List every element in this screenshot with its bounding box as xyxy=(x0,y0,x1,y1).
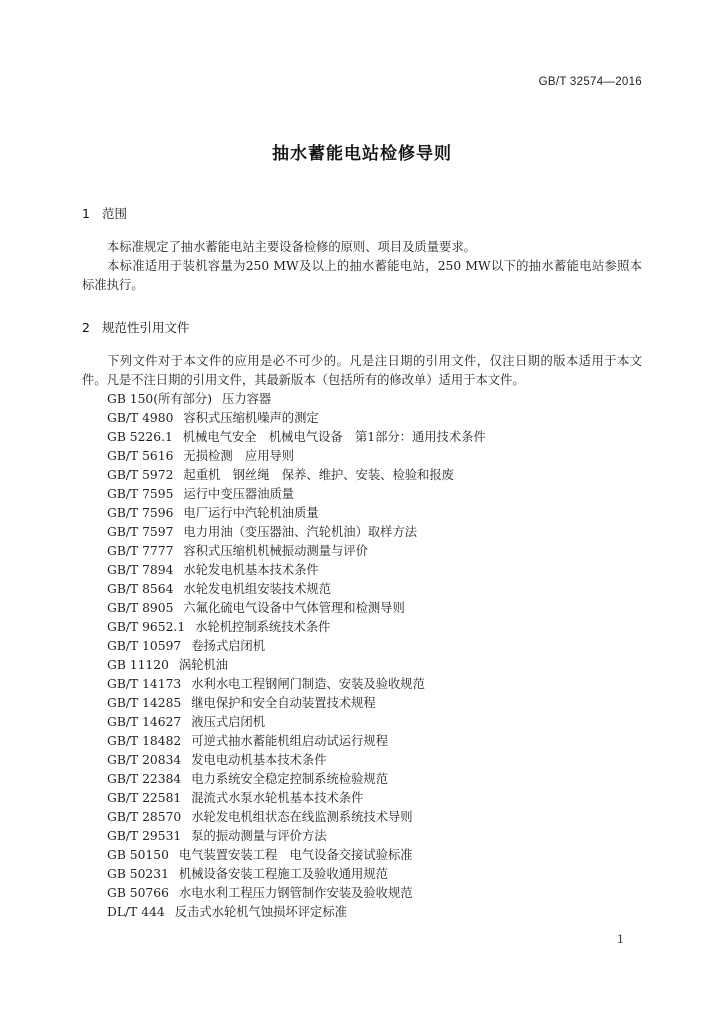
reference-code: GB 50150 xyxy=(107,848,169,862)
section-heading-normative-references xyxy=(82,318,190,336)
page-number: 1 xyxy=(617,933,624,946)
reference-item xyxy=(107,561,486,580)
reference-item xyxy=(107,732,486,751)
reference-title: 可逆式抽水蓄能机组启动试运行规程 xyxy=(191,734,388,748)
reference-title: 水轮机控制系统技术条件 xyxy=(195,620,331,634)
reference-code: GB/T 4980 xyxy=(107,411,174,425)
reference-title: 混流式水泵水轮机基本技术条件 xyxy=(191,791,364,805)
reference-code: GB/T 8564 xyxy=(107,582,174,596)
reference-item xyxy=(107,713,486,732)
reference-item xyxy=(107,580,486,599)
reference-title: 水轮发电机组状态在线监测系统技术导则 xyxy=(191,810,413,824)
reference-code: GB 5226.1 xyxy=(107,430,173,444)
reference-title: 水轮发电机基本技术条件 xyxy=(183,563,319,577)
reference-item xyxy=(107,504,486,523)
reference-item xyxy=(107,637,486,656)
reference-title: 液压式启闭机 xyxy=(191,715,266,729)
reference-title: 运行中变压器油质量 xyxy=(183,487,295,501)
reference-title: 水轮发电机组安装技术规范 xyxy=(183,582,331,596)
reference-item xyxy=(107,846,486,865)
document-title: 抽水蓄能电站检修导则 xyxy=(272,144,452,164)
reference-code: GB/T 8905 xyxy=(107,601,174,615)
reference-code: GB/T 22581 xyxy=(107,791,182,805)
reference-item xyxy=(107,466,486,485)
reference-code: GB 50766 xyxy=(107,886,169,900)
reference-item xyxy=(107,390,486,409)
reference-code: GB/T 18482 xyxy=(107,734,182,748)
reference-title: 泵的振动测量与评价方法 xyxy=(191,829,327,843)
reference-title: 容积式压缩机噪声的测定 xyxy=(183,411,319,425)
reference-item xyxy=(107,542,486,561)
reference-title: 水利水电工程钢闸门制造、安装及验收规范 xyxy=(191,677,425,691)
reference-title: 无损检测 应用导则 xyxy=(183,449,295,463)
reference-code: GB/T 5972 xyxy=(107,468,174,482)
section-number: 2 xyxy=(82,320,90,335)
reference-item xyxy=(107,865,486,884)
reference-item xyxy=(107,447,486,466)
reference-item xyxy=(107,675,486,694)
reference-code: GB/T 14627 xyxy=(107,715,182,729)
section-title: 规范性引用文件 xyxy=(102,320,190,335)
reference-code: GB 150(所有部分) xyxy=(107,392,213,406)
reference-code: GB/T 5616 xyxy=(107,449,174,463)
reference-title: 电气装置安装工程 电气设备交接试验标准 xyxy=(178,848,413,862)
reference-code: GB/T 9652.1 xyxy=(107,620,186,634)
reference-code: GB/T 10597 xyxy=(107,639,182,653)
section-number: 1 xyxy=(82,206,90,221)
section-title: 范围 xyxy=(102,206,128,221)
reference-item xyxy=(107,485,486,504)
reference-title: 电力用油（变压器油、汽轮机油）取样方法 xyxy=(183,525,418,539)
paragraph: 本标准规定了抽水蓄能电站主要设备检修的原则、项目及质量要求。 xyxy=(107,240,476,254)
reference-code: GB 50231 xyxy=(107,867,169,881)
reference-item xyxy=(107,618,486,637)
reference-code: GB/T 14173 xyxy=(107,677,182,691)
reference-code: GB/T 22384 xyxy=(107,772,182,786)
reference-title: 电力系统安全稳定控制系统检验规范 xyxy=(191,772,388,786)
reference-title: 卷扬式启闭机 xyxy=(191,639,266,653)
reference-item xyxy=(107,903,486,922)
reference-title: 机械设备安装工程施工及验收通用规范 xyxy=(178,867,388,881)
reference-title: 继电保护和安全自动装置技术规程 xyxy=(191,696,376,710)
paragraph: 本标准适用于装机容量为250 MW及以上的抽水蓄能电站，250 MW以下的抽水蓄能电站参照本标准执行。 xyxy=(82,259,642,292)
reference-code: GB/T 7597 xyxy=(107,525,174,539)
reference-item xyxy=(107,827,486,846)
reference-item xyxy=(107,808,486,827)
reference-title: 机械电气安全 机械电气设备 第1部分：通用技术条件 xyxy=(182,430,486,444)
reference-title: 六氟化硫电气设备中气体管理和检测导则 xyxy=(183,601,405,615)
reference-item xyxy=(107,428,486,447)
reference-code: GB/T 7777 xyxy=(107,544,174,558)
reference-item xyxy=(107,523,486,542)
standard-code: GB/T 32574—2016 xyxy=(538,76,642,88)
reference-item xyxy=(107,409,486,428)
reference-list xyxy=(107,390,486,922)
reference-code: DL/T 444 xyxy=(107,905,165,919)
reference-title: 涡轮机油 xyxy=(178,658,229,672)
reference-item xyxy=(107,694,486,713)
reference-code: GB/T 7894 xyxy=(107,563,174,577)
reference-title: 电厂运行中汽轮机油质量 xyxy=(183,506,319,520)
reference-code: GB/T 20834 xyxy=(107,753,182,767)
reference-title: 压力容器 xyxy=(222,392,272,406)
reference-code: GB/T 29531 xyxy=(107,829,182,843)
reference-code: GB 11120 xyxy=(107,658,169,672)
reference-title: 发电电动机基本技术条件 xyxy=(191,753,327,767)
reference-item xyxy=(107,770,486,789)
reference-item xyxy=(107,656,486,675)
section-heading-scope xyxy=(82,204,127,222)
reference-code: GB/T 28570 xyxy=(107,810,182,824)
reference-title: 反击式水轮机气蚀损坏评定标准 xyxy=(174,905,347,919)
reference-title: 容积式压缩机机械振动测量与评价 xyxy=(183,544,368,558)
reference-code: GB/T 7595 xyxy=(107,487,174,501)
paragraph: 下列文件对于本文件的应用是必不可少的。凡是注日期的引用文件，仅注日期的版本适用于本文件。凡是不注日期的引用文件，其最新版本（包括所有的修改单）适用于本文件。 xyxy=(82,354,642,387)
reference-code: GB/T 14285 xyxy=(107,696,182,710)
reference-item xyxy=(107,789,486,808)
reference-code: GB/T 7596 xyxy=(107,506,174,520)
reference-item xyxy=(107,884,486,903)
reference-item xyxy=(107,751,486,770)
reference-title: 水电水利工程压力钢管制作安装及验收规范 xyxy=(178,886,413,900)
reference-item xyxy=(107,599,486,618)
reference-title: 起重机 钢丝绳 保养、维护、安装、检验和报废 xyxy=(183,468,454,482)
